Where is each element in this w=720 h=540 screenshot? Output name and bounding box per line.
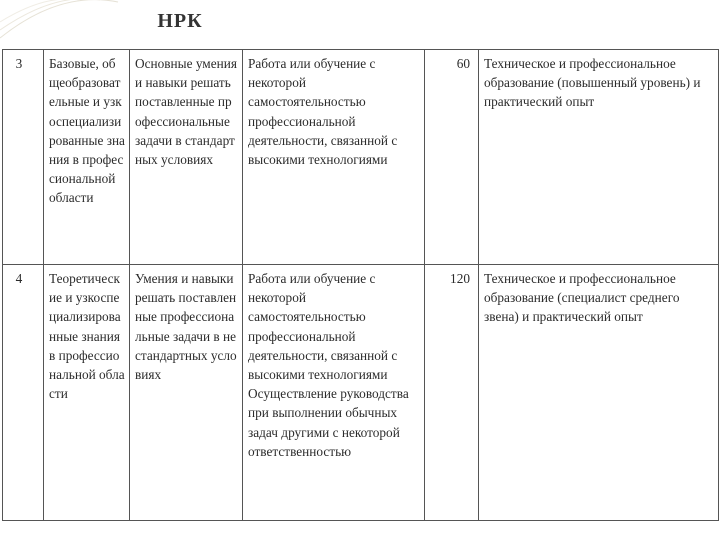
level-cell: 4 — [3, 265, 44, 521]
knowledge-cell: Теоретические и узкоспециализированные знания в профессиональной области — [44, 265, 130, 521]
education-cell: Техническое и профессиональное образование (специалист среднего звена) и практический опыт — [479, 265, 719, 521]
competence-cell: Работа или обучение с некоторой самостоятельностью профессиональной деятельности, связанной с высокими технологиями — [243, 50, 425, 265]
skills-cell: Умения и навыки решать поставленные профессиональные задачи в нестандартных условиях — [130, 265, 243, 521]
knowledge-cell: Базовые, общеобразовательные и узкоспециализированные знания в профессиональной области — [44, 50, 130, 265]
hours-cell: 60 — [425, 50, 479, 265]
hours-cell: 120 — [425, 265, 479, 521]
table-row — [3, 50, 719, 265]
skills-cell: Основные умения и навыки решать поставленные профессиональные задачи в стандартных условиях — [130, 50, 243, 265]
level-cell: 3 — [3, 50, 44, 265]
education-cell: Техническое и профессиональное образование (повышенный уровень) и практический опыт — [479, 50, 719, 265]
page-title: НРК — [157, 10, 203, 32]
table-row — [3, 265, 719, 521]
competence-cell: Работа или обучение с некоторой самостоятельностью профессиональной деятельности, связанной с высокими технологиями Осуществление руководства при выполнении обычных задач другими с некоторой ответственностью — [243, 265, 425, 521]
qualification-table — [2, 49, 719, 521]
